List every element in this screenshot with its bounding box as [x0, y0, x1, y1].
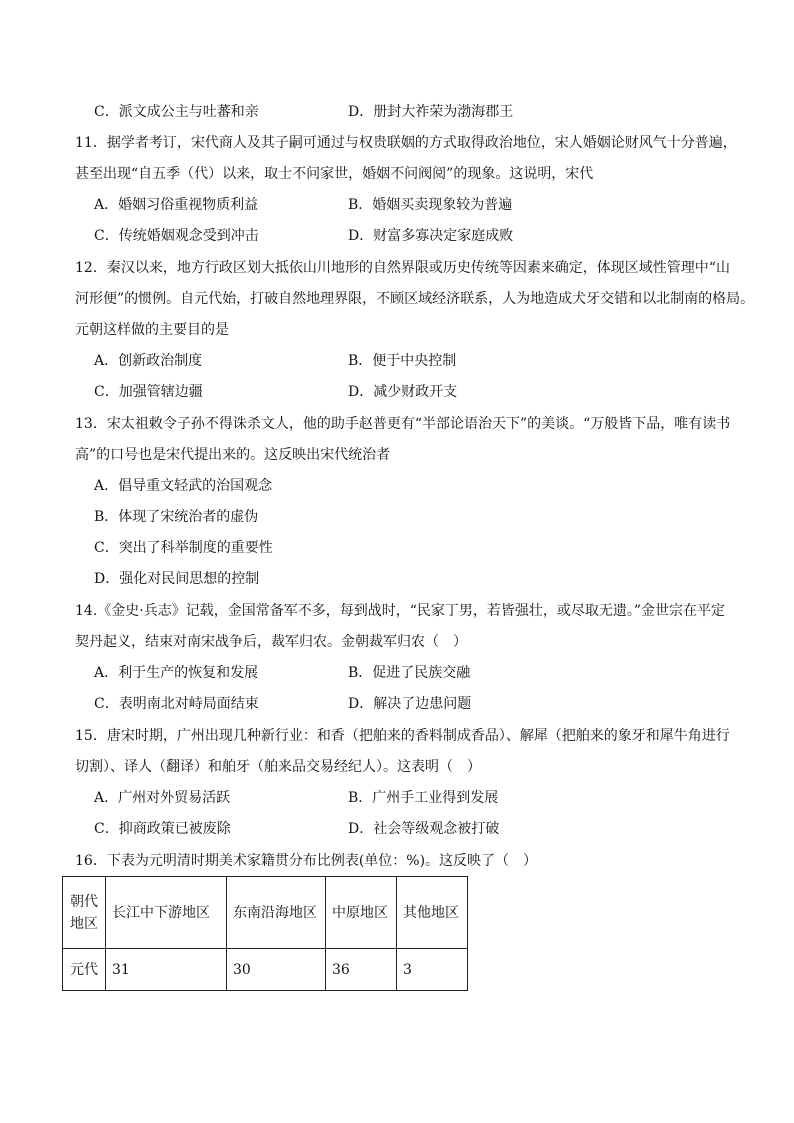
- q12-stem-line3: 元朝这样做的主要目的是: [75, 322, 229, 338]
- q16-stem-line1: 16．下表为元明清时期美术家籍贯分布比例表(单位：%)。这反映了（ ）: [75, 853, 538, 869]
- column-header: 其他地区: [397, 877, 468, 949]
- q13-stem-line1: 13．宋太祖敕令子孙不得诛杀文人，他的助手赵普更有“半部论语治天下”的美谈。“万般皆下品，唯有读书: [75, 416, 731, 432]
- column-header: 东南沿海地区: [227, 877, 326, 949]
- table-cell: 30: [227, 949, 326, 991]
- q11-option-b: B．婚姻买卖现象较为普遍: [348, 197, 513, 213]
- q10-option-d: D．册封大祚荣为渤海郡王: [348, 104, 514, 120]
- q12-stem-line2: 河形便”的惯例。自元代始，打破自然地理界限，不顾区域经济联系，人为地造成犬牙交错和以北制南的格局。: [75, 291, 755, 307]
- q14-option-b: B．促进了民族交融: [348, 665, 471, 681]
- table-cell: 3: [397, 949, 468, 991]
- q15-option-a: A．广州对外贸易活跃: [94, 790, 231, 806]
- corner-header-region-label: 地区: [70, 915, 98, 932]
- q12-stem-line1: 12．秦汉以来，地方行政区划大抵依山川地形的自然界限或历史传统等因素来确定，体现区域性管理中“山: [75, 260, 730, 276]
- q13-option-a: A．倡导重文轻武的治国观念: [94, 478, 273, 494]
- q14-option-c: C．表明南北对峙局面结束: [94, 696, 259, 712]
- q11-stem-line1: 11．据学者考订，宋代商人及其子嗣可通过与权贵联姻的方式取得政治地位，宋人婚姻论财风气十分普遍，: [75, 135, 737, 151]
- q15-option-d: D．社会等级观念被打破: [348, 821, 500, 837]
- q10-option-c: C．派文成公主与吐蕃和亲: [94, 104, 259, 120]
- q11-option-c: C．传统婚姻观念受到冲击: [94, 228, 259, 244]
- table-row: [63, 949, 468, 991]
- q13-option-d: D．强化对民间思想的控制: [94, 571, 260, 587]
- corner-header-era-label: 朝代: [70, 893, 98, 910]
- q15-option-b: B．广州手工业得到发展: [348, 790, 499, 806]
- table-corner-header: [63, 877, 106, 949]
- column-header: 中原地区: [326, 877, 397, 949]
- q14-stem-line1: 14.《金史·兵志》记载，金国常备军不多，每到战时，“民家丁男，若皆强壮，或尽取无遗。”金世宗在平定: [75, 603, 726, 619]
- q15-stem-line2: 切割）、译人（翻译）和舶牙（舶来品交易经纪人）。这表明（ ）: [75, 759, 481, 775]
- q11-option-a: A．婚姻习俗重视物质利益: [94, 197, 259, 213]
- row-era-label: 元代: [63, 949, 106, 991]
- table-header-row: [63, 877, 468, 949]
- q14-stem-line2: 契丹起义，结束对南宋战争后，裁军归农。金朝裁军归农（ ）: [75, 634, 467, 650]
- q15-option-c: C．抑商政策已被废除: [94, 821, 231, 837]
- q13-option-c: C．突出了科举制度的重要性: [94, 540, 273, 556]
- column-header: 长江中下游地区: [106, 877, 227, 949]
- q11-option-d: D．财富多寡决定家庭成败: [348, 228, 514, 244]
- q13-option-b: B．体现了宋统治者的虚伪: [94, 509, 259, 525]
- q12-option-a: A．创新政治制度: [94, 353, 203, 369]
- q15-stem-line1: 15．唐宋时期，广州出现几种新行业：和香（把舶来的香料制成香品）、解犀（把舶来的象牙和犀牛角进行: [75, 728, 730, 744]
- table-cell: 31: [106, 949, 227, 991]
- table-cell: 36: [326, 949, 397, 991]
- q11-stem-line2: 甚至出现“自五季（代）以来，取士不问家世，婚姻不问阀阅”的现象。这说明，宋代: [75, 166, 594, 182]
- q12-option-d: D．减少财政开支: [348, 384, 458, 400]
- q12-option-c: C．加强管辖边疆: [94, 384, 203, 400]
- q14-option-d: D．解决了边患问题: [348, 696, 472, 712]
- q14-option-a: A．利于生产的恢复和发展: [94, 665, 259, 681]
- q12-option-b: B．便于中央控制: [348, 353, 457, 369]
- q13-stem-line2: 高”的口号也是宋代提出来的。这反映出宋代统治者: [75, 447, 391, 463]
- region-distribution-table: [62, 876, 468, 991]
